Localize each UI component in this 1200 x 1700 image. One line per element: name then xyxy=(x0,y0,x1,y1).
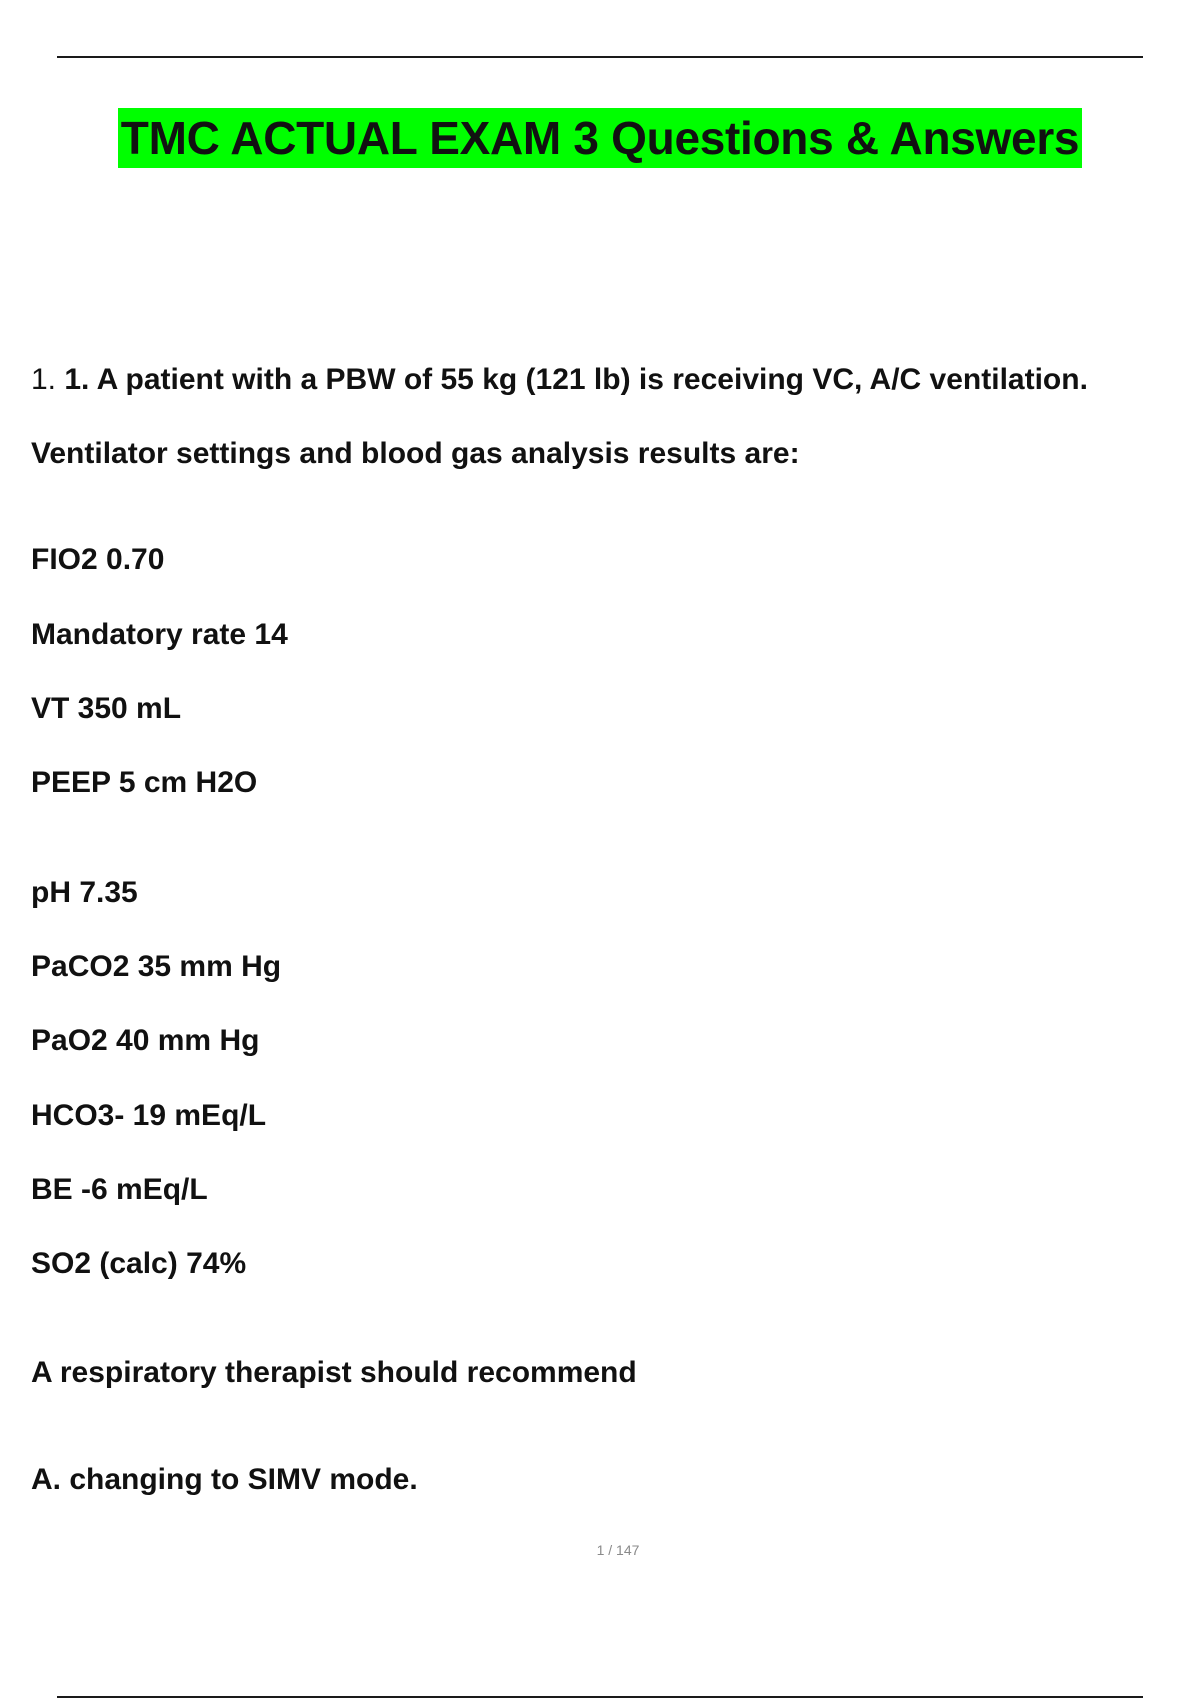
abg-paco2: PaCO2 35 mm Hg xyxy=(31,950,282,983)
abg-so2: SO2 (calc) 74% xyxy=(31,1247,247,1280)
abg-pao2: PaO2 40 mm Hg xyxy=(31,1024,260,1057)
abg-be: BE -6 mEq/L xyxy=(31,1173,208,1206)
question-lead-line xyxy=(31,362,1088,398)
document-title: TMC ACTUAL EXAM 3 Questions & Answers xyxy=(118,108,1082,168)
title-container xyxy=(0,108,1200,168)
question-lead-text: 1. A patient with a PBW of 55 kg (121 lb) is receiving VC, A/C ventilation. xyxy=(64,363,1088,396)
vent-setting-rate: Mandatory rate 14 xyxy=(31,618,288,651)
question-number: 1. xyxy=(31,363,57,396)
question-prompt: A respiratory therapist should recommend xyxy=(31,1356,637,1389)
abg-ph: pH 7.35 xyxy=(31,876,138,909)
answer-option-a: A. changing to SIMV mode. xyxy=(31,1463,418,1496)
top-rule xyxy=(57,56,1143,58)
page-indicator: 1 / 147 xyxy=(596,1542,640,1558)
abg-hco3: HCO3- 19 mEq/L xyxy=(31,1099,267,1132)
vent-setting-fio2: FIO2 0.70 xyxy=(31,543,165,576)
question-intro: Ventilator settings and blood gas analysis results are: xyxy=(31,437,800,470)
vent-setting-peep: PEEP 5 cm H2O xyxy=(31,766,258,799)
bottom-rule xyxy=(57,1696,1143,1698)
vent-setting-vt: VT 350 mL xyxy=(31,692,182,725)
